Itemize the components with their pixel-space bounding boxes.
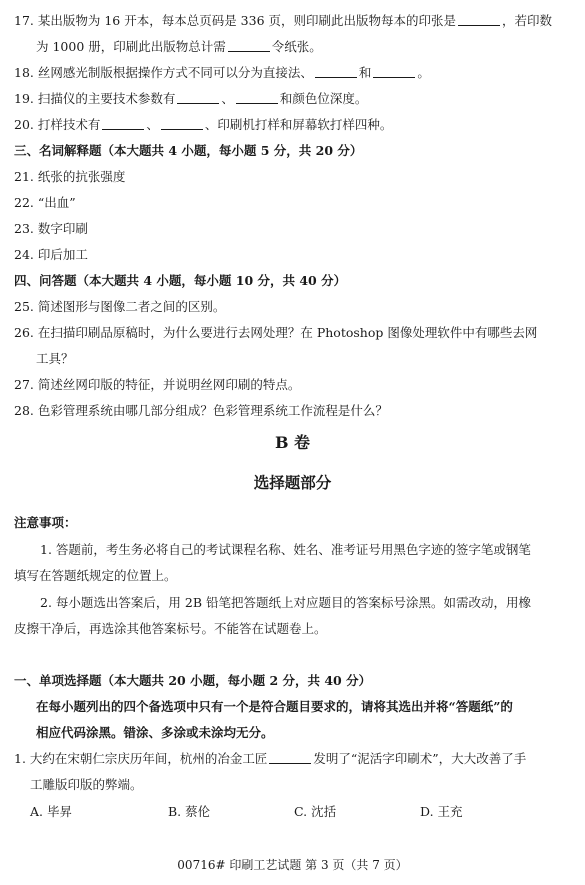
question-20: 20. 打样技术有 、 、印刷机打样和屏幕软打样四种。 (14, 117, 393, 132)
question-19: 19. 扫描仪的主要技术参数有 、 和颜色位深度。 (14, 91, 368, 106)
answer-blank (177, 91, 219, 104)
note-1-line-2: 填写在答题纸规定的位置上。 (14, 568, 177, 583)
note-2-line-1: 2. 每小题选出答案后，用 2B 铅笔把答题纸上对应题目的答案标号涂黑。如需改动，用橡 (40, 595, 531, 610)
option-c: C. 沈括 (294, 804, 337, 819)
question-22: 22. “出血” (14, 195, 76, 210)
question-1-line-1: 1. 大约在宋朝仁宗庆历年间，杭州的冶金工匠 发明了“泥活字印刷术”，大大改善了手 (14, 751, 527, 766)
question-17-line-2: 为 1000 册，印刷此出版物总计需 令纸张。 (36, 39, 322, 54)
question-27: 27. 简述丝网印版的特征，并说明丝网印刷的特点。 (14, 377, 301, 392)
question-17-line-1: 17. 某出版物为 16 开本，每本总页码是 336 页，则印刷此出版物每本的印张是 ，若印数 (14, 13, 553, 28)
question-26-line-1: 26. 在扫描印刷品原稿时，为什么要进行去网处理？在 Photoshop 图像处理软件中有哪些去网 (14, 325, 538, 340)
option-d: D. 王充 (420, 804, 463, 819)
option-a: A. 毕昇 (30, 804, 72, 819)
answer-blank (228, 39, 270, 52)
answer-blank (269, 751, 311, 764)
section-1-heading: 一、单项选择题（本大题共 20 小题，每小题 2 分，共 40 分） (14, 673, 372, 688)
answer-blank (161, 117, 203, 130)
section-1-instruction-line-1: 在每小题列出的四个备选项中只有一个是符合题目要求的，请将其选出并将“答题纸”的 (36, 699, 513, 714)
choice-part-heading: 选择题部分 (253, 473, 332, 492)
question-23: 23. 数字印刷 (14, 221, 88, 236)
answer-blank (236, 91, 278, 104)
question-26-line-2: 工具？ (36, 351, 74, 366)
question-25: 25. 简述图形与图像二者之间的区别。 (14, 299, 226, 314)
section-1-instruction-line-2: 相应代码涂黑。错涂、多涂或未涂均无分。 (36, 725, 274, 740)
answer-blank (373, 65, 415, 78)
answer-blank (458, 13, 500, 26)
section-3-heading: 三、名词解释题（本大题共 4 小题，每小题 5 分，共 20 分） (14, 143, 363, 158)
section-4-heading: 四、问答题（本大题共 4 小题，每小题 10 分，共 40 分） (14, 273, 347, 288)
notes-title: 注意事项： (14, 515, 77, 530)
question-21: 21. 纸张的抗张强度 (14, 169, 126, 184)
note-2-line-2: 皮擦干净后，再选涂其他答案标号。不能答在试题卷上。 (14, 621, 327, 636)
answer-blank (102, 117, 144, 130)
question-18: 18. 丝网感光制版根据操作方式不同可以分为直接法、 和 。 (14, 65, 430, 80)
answer-blank (315, 65, 357, 78)
volume-b-heading: B 卷 (274, 433, 311, 452)
page-footer: 00716# 印刷工艺试题 第 3 页（共 7 页） (177, 858, 408, 872)
question-28: 28. 色彩管理系统由哪几部分组成？色彩管理系统工作流程是什么？ (14, 403, 388, 418)
question-1-line-2: 工雕版印版的弊端。 (30, 777, 143, 792)
question-24: 24. 印后加工 (14, 247, 88, 262)
note-1-line-1: 1. 答题前，考生务必将自己的考试课程名称、姓名、准考证号用黑色字迹的签字笔或钢笔 (40, 542, 531, 557)
option-b: B. 蔡伦 (168, 804, 211, 819)
